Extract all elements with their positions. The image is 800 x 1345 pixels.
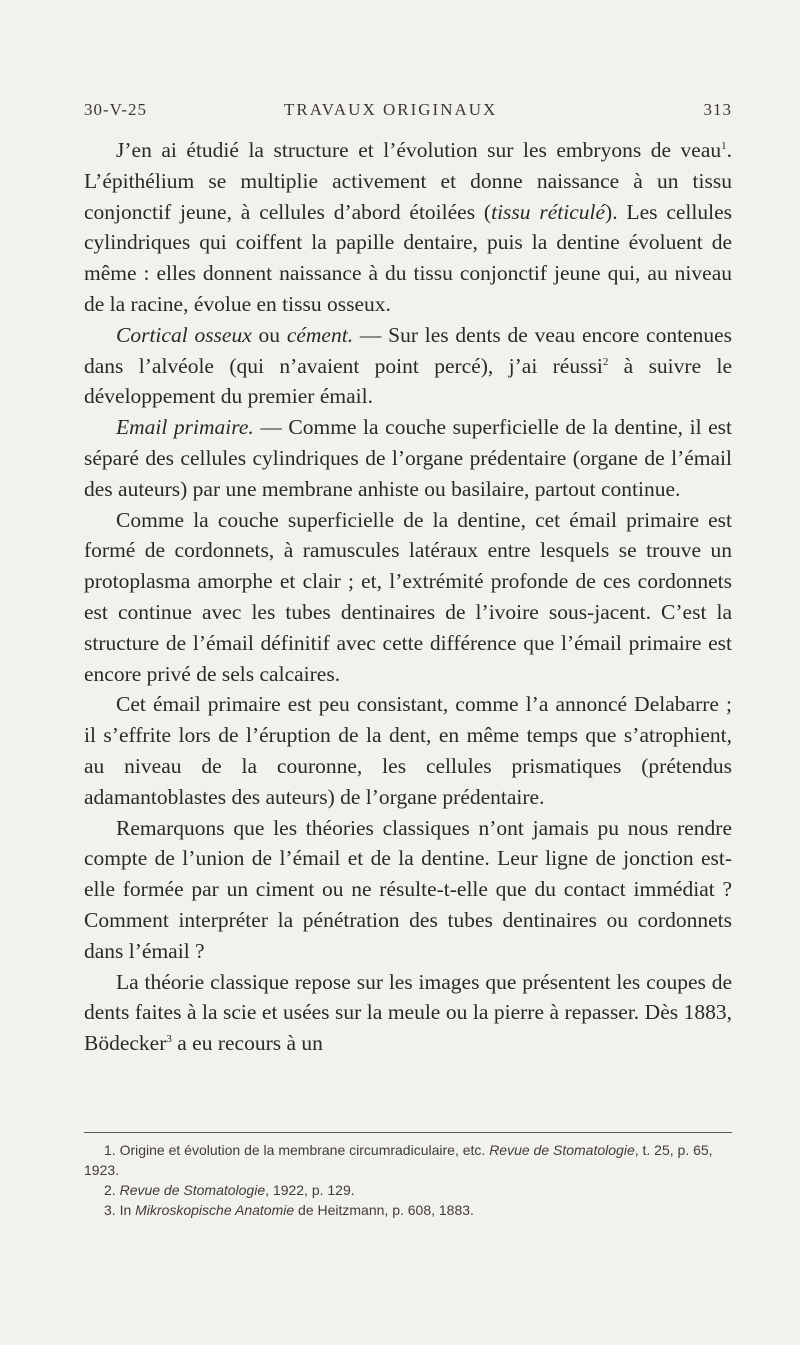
footnote-1 — [84, 1140, 732, 1180]
footnote-3-text-b: de Heitzmann, p. 608, 1883. — [294, 1202, 474, 1218]
footnote-1-text-a: 1. Origine et évolution de la membrane circumradiculaire, etc. — [104, 1142, 490, 1158]
paragraph-5: Cet émail primaire est peu consistant, comme l’a annoncé Delabarre ; il s’effrite lors de l’éruption de la dent, en même temps que s’atrophient, au niveau de la couronne, les cellules prismatiques (prétendus adamantoblastes des auteurs) de l’organe prédentaire. — [84, 692, 732, 809]
footnote-3-book: Mikroskopische Anatomie — [135, 1202, 295, 1218]
body-text — [84, 135, 732, 1059]
footnote-ref-2: 2 — [602, 355, 609, 368]
footnote-ref-1: 1 — [721, 139, 727, 152]
paragraph-6: Remarquons que les théories classiques n’ont jamais pu nous rendre compte de l’union de l’émail et de la dentine. Leur ligne de jonction est-elle formée par un ciment ou ne résulte-t-elle que du contact immédiat ? Comment interpréter la pénétration des tubes dentinaires ou cordonnets dans l’émail ? — [84, 815, 732, 963]
paragraph-3-text: — Comme la couche superficielle de la dentine, il est séparé des cellules cylindriques de l’organe prédentaire (organe de l’émail des auteurs) par une membrane anhiste ou basilaire, partout continue. — [84, 415, 732, 501]
footnotes — [84, 1140, 732, 1220]
paragraph-2-text-a: — Sur les dents de veau encore contenues dans l’alvéole (qui n’avaient point percé), j’ai réussi — [84, 322, 732, 378]
paragraph-3 — [84, 412, 732, 504]
paragraph-2-text-b: à suivre le développement du premier émail. — [84, 353, 732, 409]
footnote-2-journal: Revue de Stomatologie — [119, 1182, 266, 1198]
paragraph-1-italic: tissu réticulé — [491, 199, 606, 224]
heading-cement: cément. — [286, 322, 354, 347]
footnote-2-text: , 1922, p. 129. — [265, 1182, 355, 1198]
paragraph-4: Comme la couche superficielle de la dentine, cet émail primaire est formé de cordonnets, à ramuscules latéraux entre lesquels se trouve un protoplasma amorphe et clair ; et, l’extrémité profonde de ces cordonnets est continue avec les tubes dentinaires de l’ivoire sous-jacent. C’est la structure de l’émail définitif avec cette différence que l’émail primaire est encore privé de sels calcaires. — [84, 507, 732, 686]
heading-cortical-osseux: Cortical osseux — [116, 322, 252, 347]
page-number: 313 — [703, 100, 732, 119]
paragraph-7-text-a: La théorie classique repose sur les images que présentent les coupes de dents faites à la scie et usées sur la meule ou la pierre à repasser. Dès 1883, Bödecker — [84, 969, 732, 1056]
paragraph-7-text-b: a eu recours à un — [171, 1031, 323, 1056]
footnote-1-journal: Revue de Stomatologie — [489, 1142, 635, 1158]
footnote-3 — [84, 1200, 732, 1220]
footnote-3-text-a: 3. In — [104, 1202, 136, 1218]
paragraph-2-connector: ou — [251, 322, 287, 347]
paragraph-7 — [84, 967, 732, 1059]
footnote-ref-3: 3 — [166, 1032, 172, 1045]
paragraph-1-text-a: J’en ai étudié la structure et l’évolution sur les embryons de veau — [116, 138, 722, 162]
heading-email-primaire: Email primaire. — [116, 415, 254, 440]
paragraph-2 — [84, 320, 732, 412]
footnote-2 — [84, 1180, 732, 1200]
footnote-1-text-b: , t. 25, p. 65, 1923. — [84, 1142, 713, 1178]
footnote-divider — [84, 1132, 732, 1133]
header-date: 30-V-25 — [84, 100, 148, 119]
paragraph-1-text-c: ). Les cellules cylindriques qui coiffent la papille dentaire, puis la dentine évoluent de même : elles donnent naissance à du tissu conjonctif jeune qui, au niveau de la racine, évolue en tissu osseux. — [84, 199, 732, 316]
header-section-title: TRAVAUX ORIGINAUX — [284, 100, 498, 119]
running-head — [84, 100, 732, 126]
paragraph-1 — [84, 135, 732, 320]
paragraph-1-text-b: . L’épithélium se multiplie activement et donne naissance à un tissu conjonctif jeune, à cellules d’abord étoilées ( — [84, 138, 732, 224]
footnote-2-number: 2. — [104, 1182, 120, 1198]
